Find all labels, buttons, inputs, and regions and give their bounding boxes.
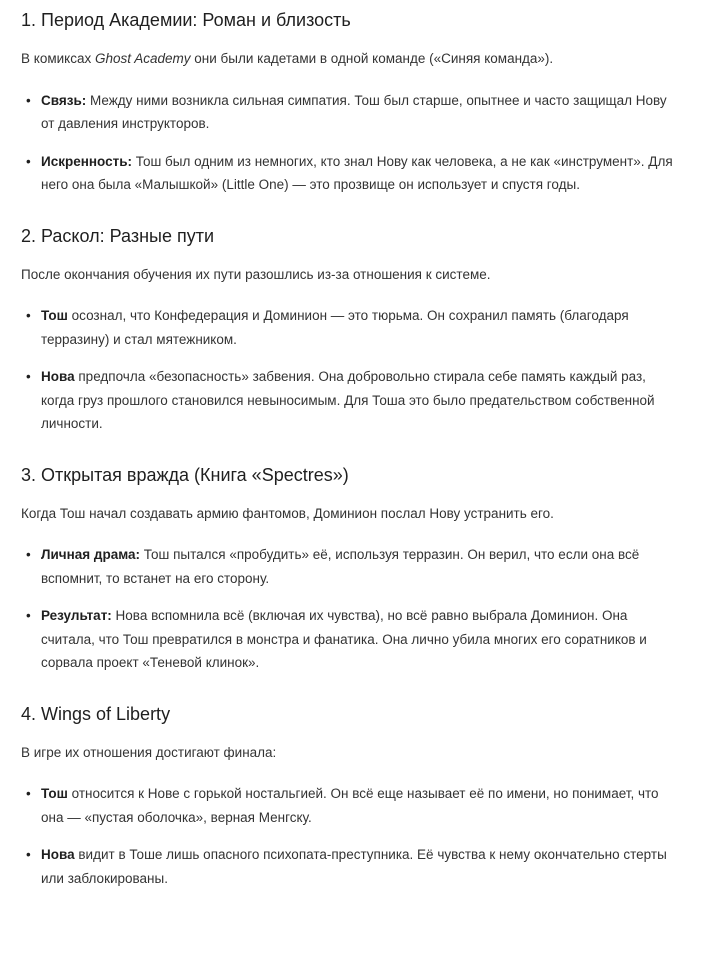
section-heading: 1. Период Академии: Роман и близость [21,10,351,30]
bullet-icon: • [26,92,31,108]
bullet-icon: • [26,847,31,862]
item-label: Связь: [41,92,87,108]
item-label: Нова [41,847,75,862]
item-label: Результат: [41,608,112,623]
item-text: Между ними возникла сильная симпатия. Тош был старше, опытнее и часто защищал Нову от давления инструкторов. [41,92,667,131]
item-text: осознал, что Конфедерация и Доминион — это тюрьма. Он сохранил память (благодаря терразину) и стал мятежником. [41,308,629,347]
list-item [21,304,681,351]
bullet-icon: • [26,308,31,323]
item-label: Нова [41,369,75,384]
intro-text: они были кадетами в одной команде («Синяя команда»). [190,51,554,66]
bullet-icon: • [26,369,31,384]
item-label: Тош [41,786,68,801]
section-intro: В игре их отношения достигают финала: [21,744,277,760]
item-label: Тош [41,308,68,323]
list-item [21,150,681,197]
item-text: видит в Тоше лишь опасного психопата-преступника. Её чувства к нему окончательно стерты или заблокированы. [41,847,667,886]
bullet-icon: • [26,153,31,169]
item-label: Личная драма: [41,547,141,562]
bullet-list [21,543,688,675]
section-hostility [21,463,688,675]
list-item [21,89,681,136]
item-text: предпочла «безопасность» забвения. Она добровольно стирала себе память каждый раз, когда груз прошлого становился невыносимым. Для Тоша это было предательством собственной личности. [41,369,655,431]
item-text: Тош был одним из немногих, кто знал Нову как человека, а не как «инструмент». Для него она была «Малышкой» (Little One) — это прозвище он использует и спустя годы. [41,153,673,192]
section-heading: 3. Открытая вражда (Книга «Spectres») [21,464,349,485]
intro-emphasis: Ghost Academy [94,51,191,66]
section-intro [21,47,621,71]
section-heading: 4. Wings of Liberty [21,703,171,724]
section-academy [21,8,688,197]
item-label: Искренность: [41,153,133,169]
bullet-icon: • [26,786,31,801]
section-intro: После окончания обучения их пути разошлись из-за отношения к системе. [21,266,491,282]
bullet-list [21,782,688,890]
item-text: относится к Нове с горькой ностальгией. Он всё еще называет её по имени, но понимает, что она — «пустая оболочка», верная Менгску. [41,786,659,825]
intro-text: В комиксах [21,51,95,66]
list-item [21,782,681,829]
bullet-icon: • [26,608,31,623]
list-item [21,365,681,436]
item-text: Тош пытался «пробудить» её, используя терразин. Он верил, что если она всё вспомнит, то встанет на его сторону. [41,547,640,586]
item-text: Нова вспомнила всё (включая их чувства), но всё равно выбрала Доминион. Она считала, что Тош превратился в монстра и фанатика. Она лично убила многих его соратников и сорвала проект «Теневой клинок». [41,608,647,670]
bullet-list [21,89,688,197]
bullet-list [21,304,688,436]
list-item [21,543,681,590]
section-intro: Когда Тош начал создавать армию фантомов, Доминион послал Нову устранить его. [21,505,554,521]
section-heading: 2. Раскол: Разные пути [21,225,215,246]
section-split [21,224,688,436]
bullet-icon: • [26,547,31,562]
list-item [21,843,681,890]
list-item [21,604,681,675]
section-wings-of-liberty [21,702,688,891]
